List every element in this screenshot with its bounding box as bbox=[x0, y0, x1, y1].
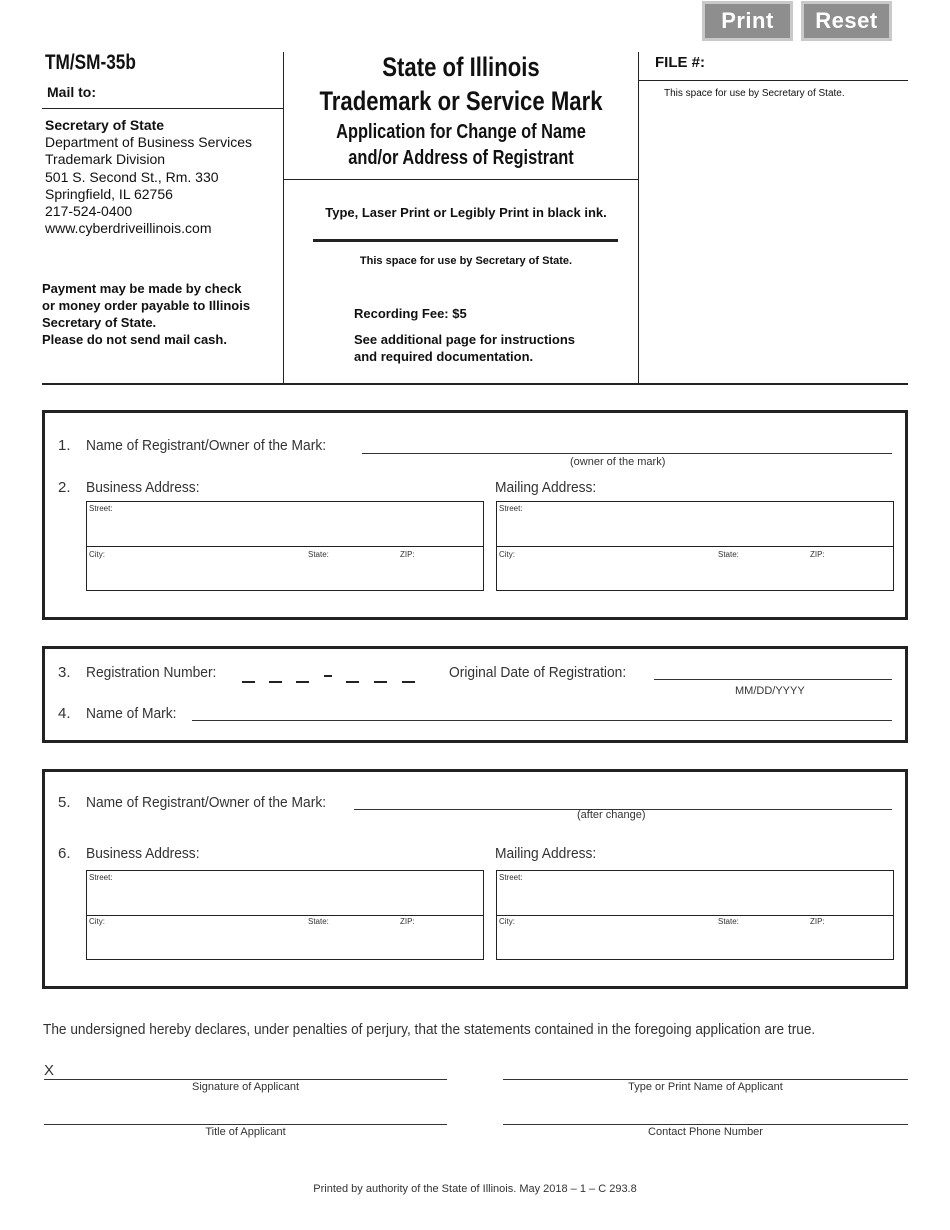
state-label: State: bbox=[718, 917, 739, 926]
business-street-input[interactable] bbox=[86, 513, 484, 543]
instruction-rule bbox=[313, 239, 618, 242]
original-date-label: Original Date of Registration: bbox=[449, 664, 627, 681]
digit-slot bbox=[374, 681, 387, 683]
payment-line: Please do not send mail cash. bbox=[42, 332, 227, 347]
signature-label: Signature of Applicant bbox=[191, 1081, 300, 1093]
box-divider bbox=[87, 915, 483, 916]
city-label: City: bbox=[89, 917, 105, 926]
reset-button[interactable]: Reset bbox=[801, 1, 892, 41]
name-of-mark-field[interactable] bbox=[192, 720, 892, 721]
separator-dash bbox=[324, 675, 332, 677]
title-block bbox=[284, 50, 638, 171]
item-number: 5. bbox=[58, 794, 71, 811]
zip-label: ZIP: bbox=[810, 917, 825, 926]
payment-line: or money order payable to Illinois bbox=[42, 298, 251, 313]
form-id: TM/SM-35b bbox=[45, 51, 136, 74]
signature-x-mark: X bbox=[44, 1062, 55, 1079]
zip-label: ZIP: bbox=[810, 550, 825, 559]
page-title-sub: Trademark or Service Mark bbox=[319, 86, 603, 116]
address-line: 501 S. Second St., Rm. 330 bbox=[45, 168, 219, 185]
address-line: 217-524-0400 bbox=[45, 203, 133, 220]
payment-line: Payment may be made by check bbox=[42, 281, 242, 296]
mailing-city-input[interactable] bbox=[496, 558, 714, 588]
recording-fee: Recording Fee: $5 bbox=[354, 306, 467, 321]
instructions-line: and required documentation. bbox=[354, 348, 534, 364]
header-bottom-rule bbox=[42, 383, 908, 385]
page-title: State of Illinois bbox=[382, 52, 540, 82]
date-format-hint: MM/DD/YYYY bbox=[735, 685, 805, 697]
owner-hint: (owner of the mark) bbox=[570, 456, 666, 468]
new-business-zip-input[interactable] bbox=[398, 926, 482, 956]
city-label: City: bbox=[89, 550, 105, 559]
street-label: Street: bbox=[499, 873, 523, 882]
address-line: Springfield, IL 62756 bbox=[45, 185, 173, 202]
city-label: City: bbox=[499, 917, 515, 926]
registrant-name-field[interactable] bbox=[362, 453, 892, 454]
new-business-street-input[interactable] bbox=[86, 882, 484, 912]
state-label: State: bbox=[718, 550, 739, 559]
new-business-city-input[interactable] bbox=[86, 926, 304, 956]
digit-slot bbox=[296, 681, 309, 683]
street-label: Street: bbox=[89, 504, 113, 513]
registrant-name-label: Name of Registrant/Owner of the Mark: bbox=[86, 437, 327, 454]
mailto-rule bbox=[42, 108, 283, 109]
name-of-mark-label: Name of Mark: bbox=[86, 705, 177, 722]
after-change-hint: (after change) bbox=[577, 809, 646, 821]
form-subtitle: Application for Change of Name bbox=[336, 121, 586, 143]
applicant-name-field[interactable] bbox=[503, 1079, 908, 1080]
signature-field[interactable] bbox=[44, 1079, 447, 1080]
title-rule bbox=[283, 179, 638, 180]
zip-label: ZIP: bbox=[400, 917, 415, 926]
perjury-declaration: The undersigned hereby declares, under penalties of perjury, that the statements contained in the foregoing application are true. bbox=[43, 1021, 816, 1038]
item-number: 3. bbox=[58, 664, 71, 681]
state-label: State: bbox=[308, 550, 329, 559]
mailing-street-input[interactable] bbox=[496, 513, 894, 543]
applicant-title-field[interactable] bbox=[44, 1124, 447, 1125]
item-number: 4. bbox=[58, 705, 71, 722]
box-divider bbox=[497, 915, 893, 916]
state-label: State: bbox=[308, 917, 329, 926]
contact-phone-label: Contact Phone Number bbox=[648, 1126, 763, 1138]
mailing-zip-input[interactable] bbox=[808, 558, 892, 588]
registration-number-label: Registration Number: bbox=[86, 664, 217, 681]
payment-line: Secretary of State. bbox=[42, 315, 157, 330]
business-address-label: Business Address: bbox=[86, 479, 200, 496]
new-business-state-input[interactable] bbox=[306, 926, 396, 956]
address-line: Trademark Division bbox=[45, 151, 166, 168]
applicant-name-label: Type or Print Name of Applicant bbox=[628, 1081, 783, 1093]
print-button[interactable]: Print bbox=[702, 1, 793, 41]
city-label: City: bbox=[499, 550, 515, 559]
instructions-line: See additional page for instructions bbox=[354, 332, 576, 347]
business-zip-input[interactable] bbox=[398, 558, 482, 588]
street-label: Street: bbox=[499, 504, 523, 513]
digit-slot bbox=[242, 681, 255, 683]
box-divider bbox=[87, 546, 483, 547]
new-mailing-state-input[interactable] bbox=[716, 926, 806, 956]
address-line: Secretary of State bbox=[45, 117, 165, 133]
sos-use-note: This space for use by Secretary of State. bbox=[359, 255, 573, 267]
item-number: 1. bbox=[58, 437, 71, 454]
mailing-address-block bbox=[45, 117, 252, 237]
new-mailing-street-input[interactable] bbox=[496, 882, 894, 912]
mailing-address-label: Mailing Address: bbox=[495, 845, 597, 862]
form-subtitle-2: and/or Address of Registrant bbox=[348, 147, 574, 169]
payment-note bbox=[42, 280, 250, 348]
item-number: 6. bbox=[58, 845, 71, 862]
sos-use-note-right: This space for use by Secretary of State. bbox=[664, 88, 845, 99]
website-text: www.cyberdriveillinois.com bbox=[45, 220, 212, 237]
file-number-label: FILE #: bbox=[655, 54, 706, 71]
business-state-input[interactable] bbox=[306, 558, 396, 588]
new-mailing-zip-input[interactable] bbox=[808, 926, 892, 956]
mailing-address-label: Mailing Address: bbox=[495, 479, 597, 496]
zip-label: ZIP: bbox=[400, 550, 415, 559]
new-registrant-name-label: Name of Registrant/Owner of the Mark: bbox=[86, 794, 327, 811]
item-number: 2. bbox=[58, 479, 71, 496]
file-rule bbox=[638, 80, 908, 81]
instructions-note bbox=[354, 332, 575, 365]
print-authority-footer: Printed by authority of the State of Illinois. May 2018 – 1 – C 293.8 bbox=[313, 1183, 637, 1195]
business-city-input[interactable] bbox=[86, 558, 304, 588]
street-label: Street: bbox=[89, 873, 113, 882]
print-instruction: Type, Laser Print or Legibly Print in black ink. bbox=[325, 205, 607, 220]
applicant-title-label: Title of Applicant bbox=[205, 1126, 286, 1138]
business-address-label: Business Address: bbox=[86, 845, 200, 862]
digit-slot bbox=[269, 681, 282, 683]
digit-slot bbox=[402, 681, 415, 683]
address-line: Department of Business Services bbox=[45, 134, 252, 151]
mailing-state-input[interactable] bbox=[716, 558, 806, 588]
digit-slot bbox=[346, 681, 359, 683]
original-date-field[interactable] bbox=[654, 679, 892, 680]
contact-phone-field[interactable] bbox=[503, 1124, 908, 1125]
box-divider bbox=[497, 546, 893, 547]
mail-to-label: Mail to: bbox=[47, 84, 96, 100]
new-mailing-city-input[interactable] bbox=[496, 926, 714, 956]
